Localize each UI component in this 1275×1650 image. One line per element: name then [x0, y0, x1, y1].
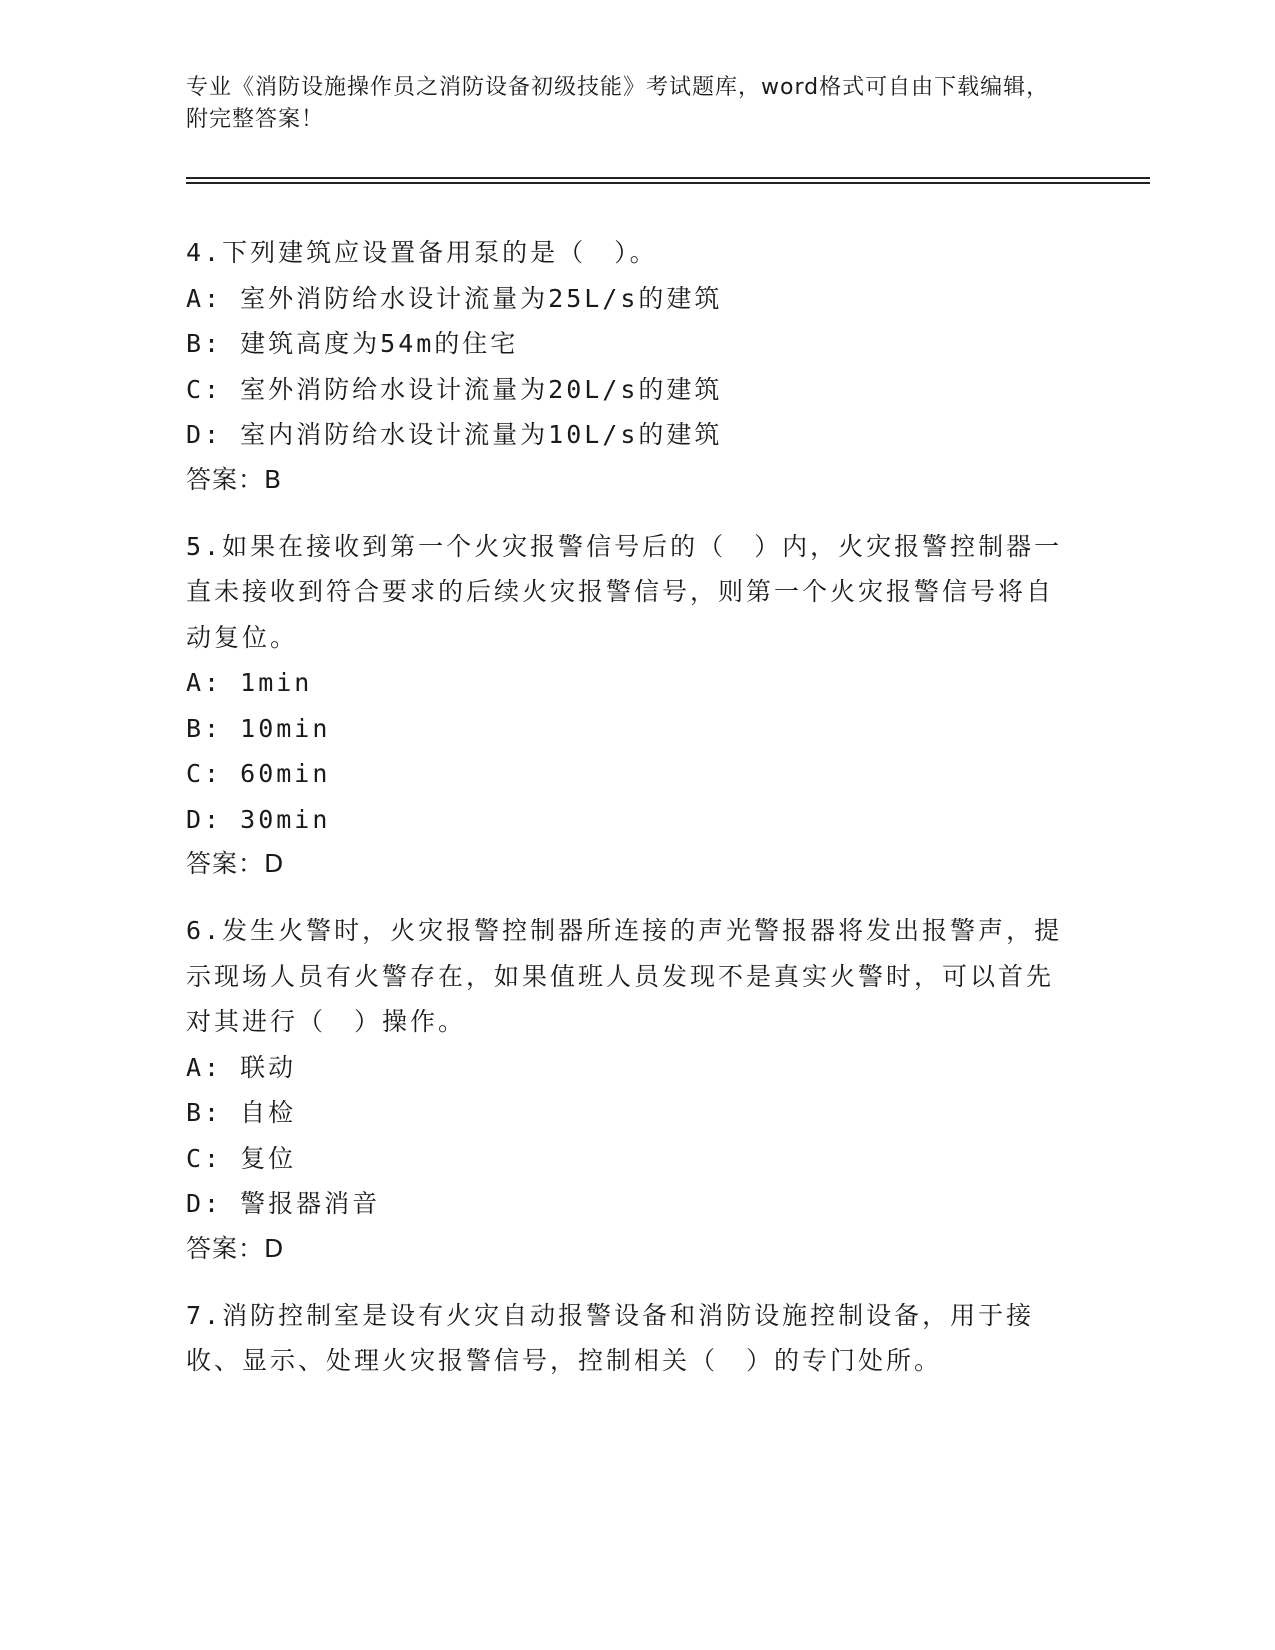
question-4: [186, 230, 1066, 502]
option-d: D: 30min: [186, 804, 331, 834]
question-stem: 7.消防控制室是设有火灾自动报警设备和消防设施控制设备，用于接收、显示、处理火灾报警信号，控制相关（ ）的专门处所。: [186, 1300, 1035, 1375]
option-a: A: 1min: [186, 668, 313, 697]
question-7: [186, 1293, 1066, 1384]
question-stem: 4.下列建筑应设置备用泵的是（ ）。: [186, 238, 658, 267]
answer: 答案：B: [186, 464, 283, 494]
option-b: B: 10min: [186, 713, 331, 743]
question-list: [186, 230, 1066, 1406]
question-6: [186, 908, 1066, 1271]
option-c: C: 复位: [186, 1143, 297, 1173]
answer: 答案：D: [186, 849, 285, 878]
question-stem: 5.如果在接收到第一个火灾报警信号后的（ ）内，火灾报警控制器一直未接收到符合要求的后续火灾报警信号，则第一个火灾报警信号将自动复位。: [186, 531, 1063, 652]
option-c: C: 60min: [186, 759, 331, 788]
answer: 答案：D: [186, 1233, 285, 1263]
option-d: D: 室内消防给水设计流量为10L/s的建筑: [186, 420, 723, 449]
option-d: D: 警报器消音: [186, 1189, 381, 1218]
option-b: B: 自检: [186, 1098, 297, 1127]
question-stem: 6.发生火警时，火灾报警控制器所连接的声光警报器将发出报警声，提示现场人员有火警存在，如果值班人员发现不是真实火警时，可以首先对其进行（ ）操作。: [186, 916, 1063, 1036]
option-a: A: 联动: [186, 1052, 297, 1082]
option-b: B: 建筑高度为54m的住宅: [186, 329, 519, 358]
question-5: [186, 524, 1066, 887]
header-divider-top: [186, 177, 1150, 179]
header-divider-bottom: [186, 182, 1150, 184]
option-c: C: 室外消防给水设计流量为20L/s的建筑: [186, 374, 723, 404]
option-a: A: 室外消防给水设计流量为25L/s的建筑: [186, 283, 723, 313]
header-text: 专业《消防设施操作员之消防设备初级技能》考试题库，word格式可自由下载编辑，附完整答案！: [186, 75, 1050, 132]
